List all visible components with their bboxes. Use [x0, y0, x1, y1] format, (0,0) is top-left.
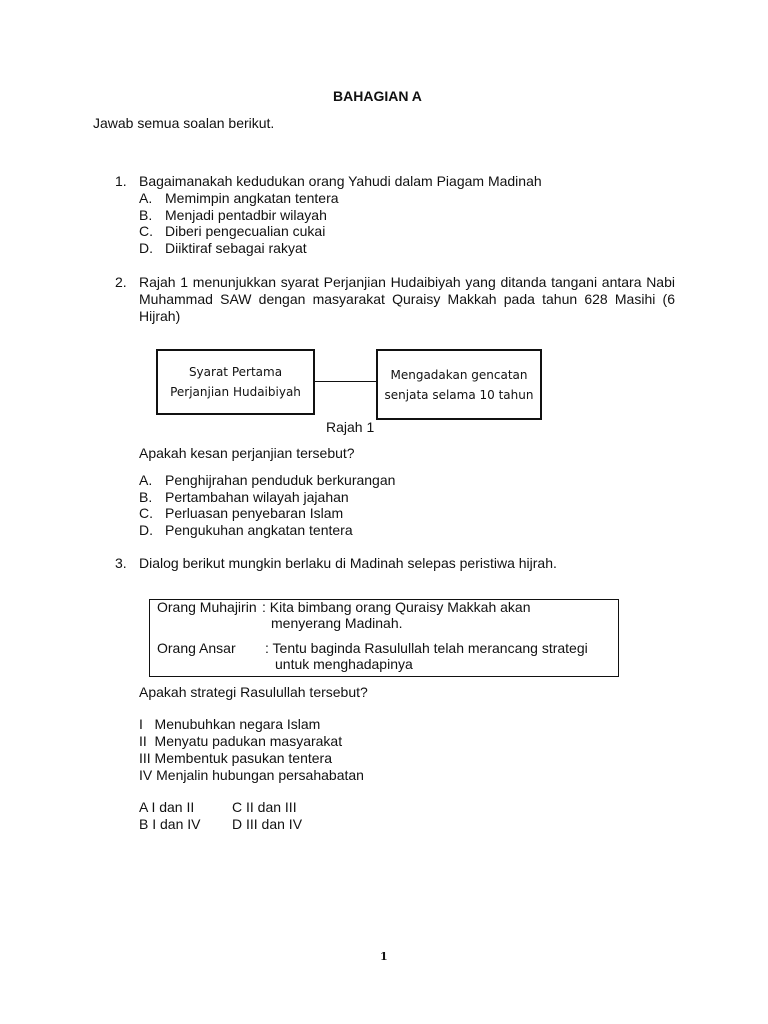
dialog-line: : Tentu baginda Rasulullah telah merancang strategi — [265, 640, 588, 656]
option-letter: A. — [139, 472, 153, 488]
option-text: Perluasan penyebaran Islam — [165, 505, 344, 521]
option-letter: C. — [139, 223, 153, 239]
diagram-caption: Rajah 1 — [326, 419, 375, 435]
option-text: Diberi pengecualian cukai — [165, 223, 326, 239]
option-text: Pengukuhan angkatan tentera — [165, 522, 353, 538]
statement: II Menyatu padukan masyarakat — [139, 733, 343, 749]
diagram-box-right — [376, 349, 542, 420]
dialog-speaker: Orang Ansar — [157, 640, 236, 656]
answer-choice: C II dan III — [232, 799, 297, 815]
question-prompt: Apakah kesan perjanjian tersebut? — [139, 445, 355, 461]
option-text: Memimpin angkatan tentera — [165, 190, 339, 206]
diagram-text: senjata selama 10 tahun — [384, 387, 534, 402]
option-letter: B. — [139, 207, 153, 223]
diagram-connector — [315, 381, 376, 382]
page-number: 1 — [380, 950, 388, 963]
answer-choice: B I dan IV — [139, 816, 201, 832]
option-letter: B. — [139, 489, 153, 505]
statement: I Menubuhkan negara Islam — [139, 716, 321, 732]
option-text: Menjadi pentadbir wilayah — [165, 207, 327, 223]
answer-choice: D III dan IV — [232, 816, 303, 832]
question-stem: Bagaimanakah kedudukan orang Yahudi dalam Piagam Madinah — [139, 173, 542, 189]
answer-choice: A I dan II — [139, 799, 195, 815]
question-stem: Dialog berikut mungkin berlaku di Madinah selepas peristiwa hijrah. — [139, 555, 557, 571]
option-text: Diiktiraf sebagai rakyat — [165, 240, 307, 256]
question-stem-line: Rajah 1 menunjukkan syarat Perjanjian Hudaibiyah yang ditanda tangani antara Nabi — [139, 274, 675, 290]
question-stem-line: Muhammad SAW dengan masyarakat Quraisy Makkah pada tahun 628 Masihi (6 — [139, 291, 675, 307]
instruction-text: Jawab semua soalan berikut. — [93, 115, 275, 131]
option-letter: D. — [139, 240, 153, 256]
question-number: 1. — [115, 173, 127, 189]
dialog-speaker: Orang Muhajirin — [157, 599, 257, 615]
question-number: 2. — [115, 274, 127, 290]
diagram-text: Perjanjian Hudaibiyah — [170, 385, 301, 399]
dialog-line: menyerang Madinah. — [271, 615, 403, 631]
option-letter: C. — [139, 505, 153, 521]
diagram-text: Syarat Pertama — [188, 365, 283, 379]
dialog-line: : Kita bimbang orang Quraisy Makkah akan — [262, 599, 531, 615]
option-letter: D. — [139, 522, 153, 538]
diagram-text: Mengadakan gencatan — [390, 367, 528, 382]
statement: IV Menjalin hubungan persahabatan — [139, 767, 364, 783]
option-text: Penghijrahan penduduk berkurangan — [165, 472, 396, 488]
option-letter: A. — [139, 190, 153, 206]
question-stem-line: Hijrah) — [139, 308, 181, 324]
option-text: Pertambahan wilayah jajahan — [165, 489, 349, 505]
diagram-box-left — [156, 349, 315, 415]
statement: III Membentuk pasukan tentera — [139, 750, 332, 766]
question-number: 3. — [115, 555, 127, 571]
section-heading: BAHAGIAN A — [333, 88, 422, 104]
question-prompt: Apakah strategi Rasulullah tersebut? — [139, 684, 368, 700]
dialog-line: untuk menghadapinya — [275, 656, 413, 672]
